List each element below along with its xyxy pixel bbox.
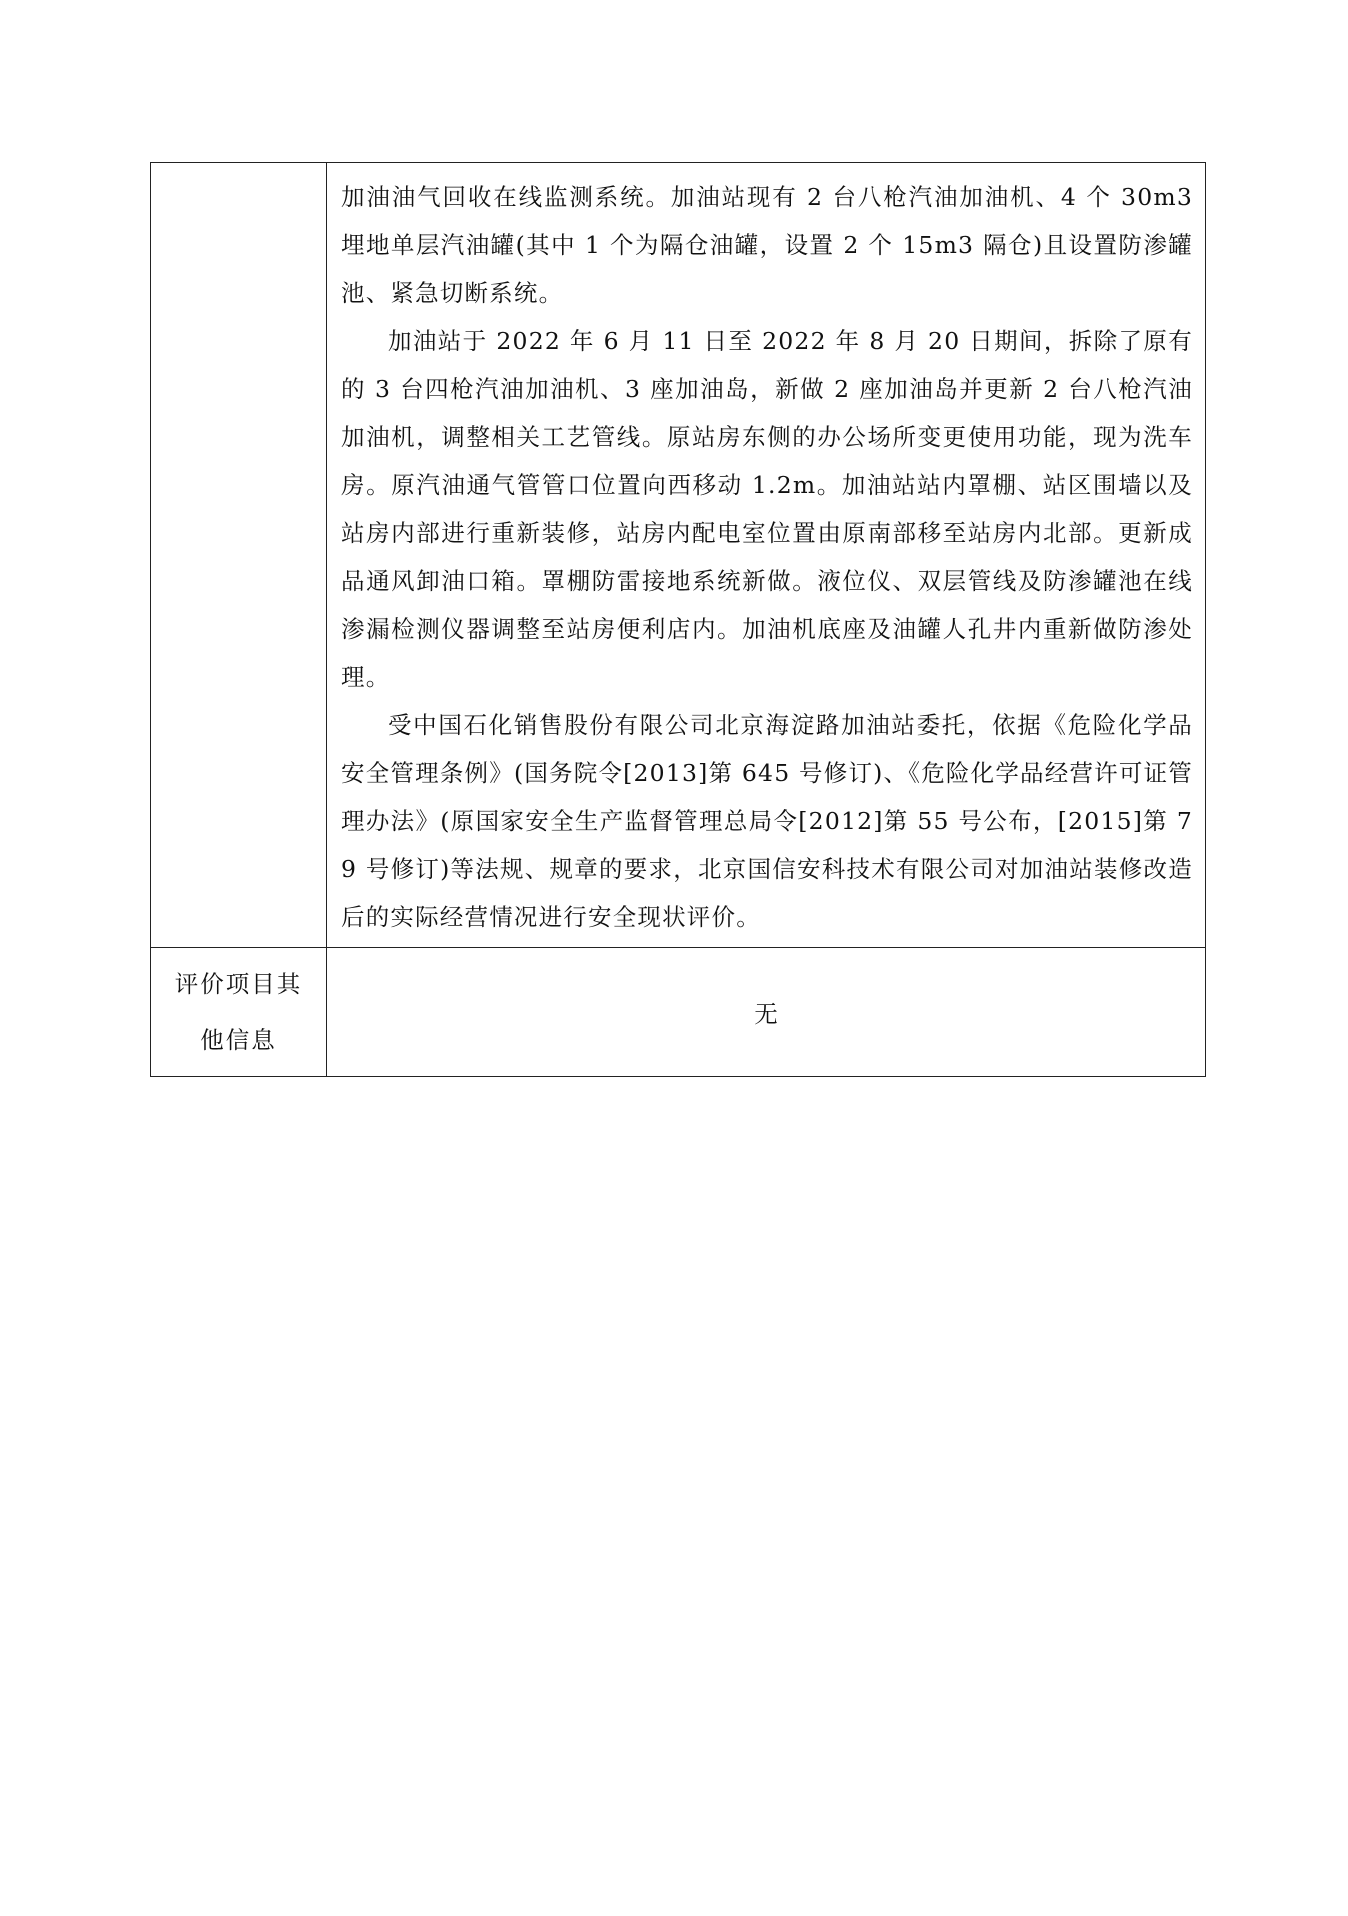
overview-paragraph-1: 加油油气回收在线监测系统。加油站现有 2 台八枪汽油加油机、4 个 30m3 埋地单层汽油罐(其中 1 个为隔仓油罐，设置 2 个 15m3 隔仓)且设置防渗罐池、紧急切断系统。 — [341, 183, 1193, 307]
evaluation-info-table — [150, 162, 1206, 1077]
overview-content-cell — [327, 163, 1206, 948]
project-overview-row — [151, 163, 1206, 948]
overview-paragraph-2: 加油站于 2022 年 6 月 11 日至 2022 年 8 月 20 日期间，拆除了原有的 3 台四枪汽油加油机、3 座加油岛，新做 2 座加油岛并更新 2 台八枪汽油加油机，调整相关工艺管线。原站房东侧的办公场所变更使用功能，现为洗车房。原汽油通气管管口位置向西移动 1.2m。加油站站内罩棚、站区围墙以及站房内部进行重新装修，站房内配电室位置由原南部移至站房内北部。更新成品通风卸油口箱。罩棚防雷接地系统新做。液位仪、双层管线及防渗罐池在线渗漏检测仪器调整至站房便利店内。加油机底座及油罐人孔井内重新做防渗处理。 — [341, 327, 1193, 691]
other-info-label: 评价项目其他信息 — [151, 948, 327, 1077]
other-info-value: 无 — [327, 948, 1206, 1077]
overview-label-cell — [151, 163, 327, 948]
other-info-row — [151, 948, 1206, 1077]
overview-paragraph-3: 受中国石化销售股份有限公司北京海淀路加油站委托，依据《危险化学品安全管理条例》(国务院令[2013]第 645 号修订)、《危险化学品经营许可证管理办法》(原国家安全生产监督管理总局令[2012]第 55 号公布，[2015]第 79 号修订)等法规、规章的要求，北京国信安科技术有限公司对加油站装修改造后的实际经营情况进行安全现状评价。 — [341, 711, 1193, 931]
